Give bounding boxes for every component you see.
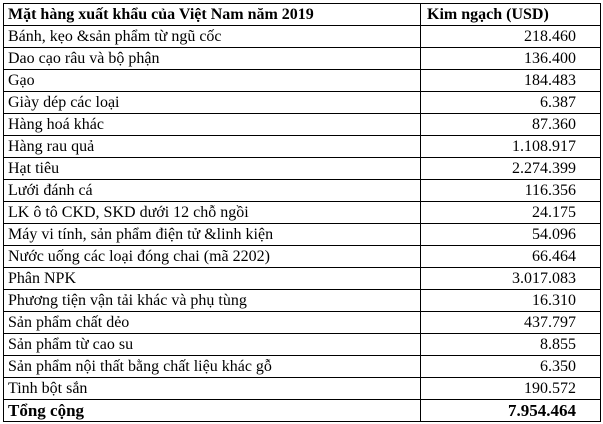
- header-item: Mặt hàng xuất khẩu của Việt Nam năm 2019: [4, 4, 421, 26]
- table-row: [4, 114, 601, 136]
- item-value: 3.017.083: [421, 268, 601, 290]
- table-row: [4, 26, 601, 48]
- item-name: Phương tiện vận tải khác và phụ tùng: [4, 290, 421, 312]
- item-value: 1.108.917: [421, 136, 601, 158]
- item-value: 116.356: [421, 180, 601, 202]
- item-name: Nước uống các loại đóng chai (mã 2202): [4, 246, 421, 268]
- table-body: [4, 26, 601, 400]
- table-row: [4, 290, 601, 312]
- item-value: 8.855: [421, 334, 601, 356]
- item-name: Hàng hoá khác: [4, 114, 421, 136]
- item-name: LK ô tô CKD, SKD dưới 12 chỗ ngồi: [4, 202, 421, 224]
- item-name: Dao cạo râu và bộ phận: [4, 48, 421, 70]
- item-value: 54.096: [421, 224, 601, 246]
- item-value: 190.572: [421, 378, 601, 400]
- export-table: [3, 3, 601, 422]
- item-name: Sản phẩm từ cao su: [4, 334, 421, 356]
- table-row: [4, 356, 601, 378]
- total-label: Tổng cộng: [4, 400, 421, 422]
- header-row: [4, 4, 601, 26]
- item-name: Hạt tiêu: [4, 158, 421, 180]
- table-row: [4, 158, 601, 180]
- item-value: 184.483: [421, 70, 601, 92]
- table-row: [4, 92, 601, 114]
- item-name: Sản phẩm chất dẻo: [4, 312, 421, 334]
- item-name: Sản phẩm nội thất bằng chất liệu khác gỗ: [4, 356, 421, 378]
- item-value: 87.360: [421, 114, 601, 136]
- table-row: [4, 224, 601, 246]
- table-row: [4, 268, 601, 290]
- item-name: Phân NPK: [4, 268, 421, 290]
- table-row: [4, 48, 601, 70]
- item-name: Máy vi tính, sản phẩm điện tử &linh kiện: [4, 224, 421, 246]
- table-row: [4, 334, 601, 356]
- item-value: 16.310: [421, 290, 601, 312]
- item-value: 437.797: [421, 312, 601, 334]
- table-row: [4, 136, 601, 158]
- item-name: Hàng rau quả: [4, 136, 421, 158]
- item-name: Gạo: [4, 70, 421, 92]
- item-value: 6.350: [421, 356, 601, 378]
- table-row: [4, 70, 601, 92]
- item-name: Giày dép các loại: [4, 92, 421, 114]
- total-row: [4, 400, 601, 422]
- item-value: 218.460: [421, 26, 601, 48]
- table-row: [4, 246, 601, 268]
- item-value: 24.175: [421, 202, 601, 224]
- header-value: Kim ngạch (USD): [421, 4, 601, 26]
- table-row: [4, 378, 601, 400]
- item-value: 6.387: [421, 92, 601, 114]
- item-value: 66.464: [421, 246, 601, 268]
- item-name: Bánh, kẹo &sản phẩm từ ngũ cốc: [4, 26, 421, 48]
- item-name: Lưới đánh cá: [4, 180, 421, 202]
- item-value: 2.274.399: [421, 158, 601, 180]
- table-row: [4, 202, 601, 224]
- table-row: [4, 312, 601, 334]
- item-value: 136.400: [421, 48, 601, 70]
- item-name: Tinh bột sắn: [4, 378, 421, 400]
- total-value: 7.954.464: [421, 400, 601, 422]
- table-row: [4, 180, 601, 202]
